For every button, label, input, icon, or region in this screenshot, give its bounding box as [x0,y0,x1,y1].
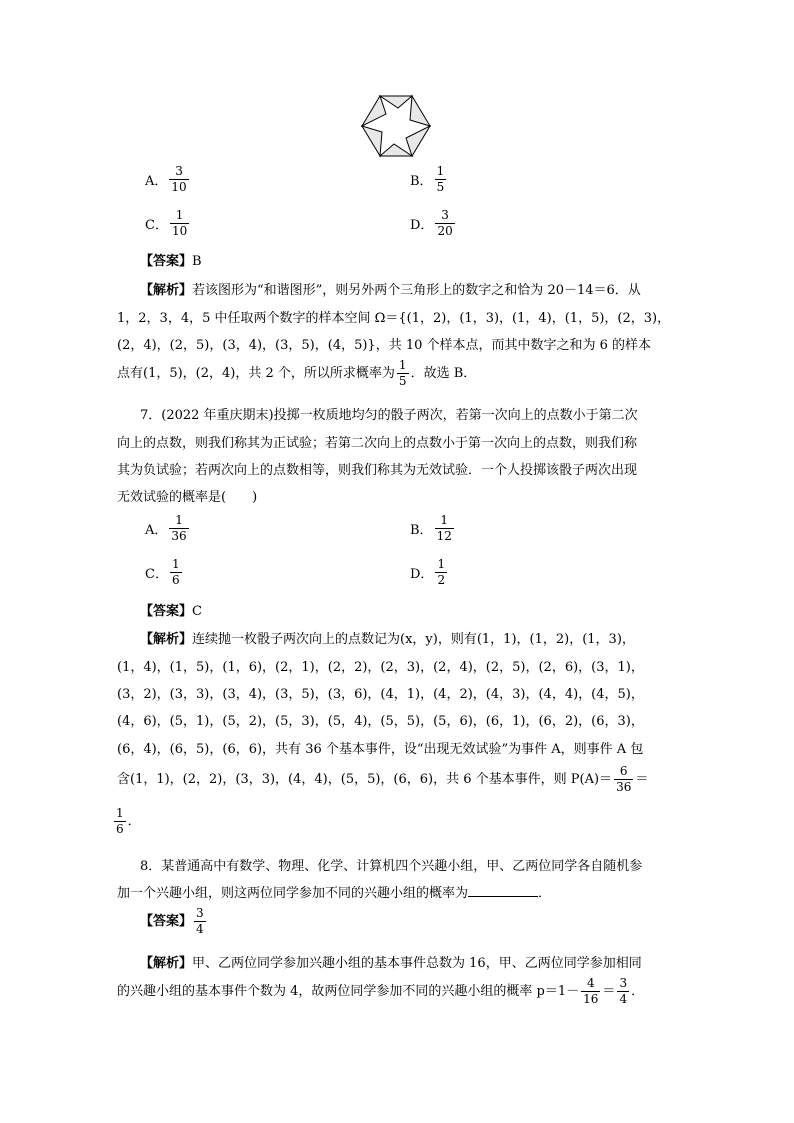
q7-analysis-line2: (1，4)，(1，5)，(1，6)，(2，1)，(2，2)，(2，3)，(2，4)，(2，5)，(2，6)，(3，1)， [117,660,644,675]
q8-analysis-line2: 的兴趣小组的基本事件个数为 4，故两位同学参加不同的兴趣小组的概率 p＝1－ $\frac{4}{16}$ ＝ $\frac{3}{4}$ ． [117,976,645,1006]
q8-stem-line2: 加一个兴趣小组，则这两位同学参加不同的兴趣小组的概率为 ． [117,886,552,901]
fraction: $\frac{1}{5}$ [398,358,407,388]
fraction: $\frac{6}{36}$ [616,764,632,794]
fraction: $\frac{3}{10}$ [171,164,187,194]
q7-option-d: D． $\frac{1}{2}$ [410,557,446,587]
fraction: $\frac{1}{5}$ [436,164,445,194]
fraction: $\frac{1}{6}$ [171,557,180,587]
answer-blank [468,884,538,897]
q6-answer: 【答案】B [140,254,202,269]
q7-answer: 【答案】C [140,604,202,619]
q7-analysis-line1: 【解析】连续抛一枚骰子两次向上的点数记为(x，y)，则有(1，1)，(1，2)，(1，3)， [140,632,635,647]
q7-option-a: A． $\frac{1}{36}$ [145,513,187,543]
q6-analysis-line4: 点有(1，5)，(2，4)，共 2 个，所以所求概率为 $\frac{1}{5}$ ．故选 B． [117,358,477,388]
q6-option-a: A． $\frac{3}{10}$ [145,164,187,194]
fraction: $\frac{1}{6}$ [116,806,124,836]
q7-analysis-line3: (3，2)，(3，3)，(3，4)，(3，5)，(3，6)，(4，1)，(4，2)，(4，3)，(4，4)，(4，5)， [117,687,644,702]
q8-analysis-line1: 【解析】甲、乙两位同学参加兴趣小组的基本事件总数为 16，甲、乙两位同学参加相同 [140,956,642,971]
q7-stem-line1: 7．(2022 年重庆期末)投掷一枚质地均匀的骰子两次，若第一次向上的点数小于第二次 [140,408,638,423]
q7-stem-line3: 其为负试验；若两次向上的点数相等，则我们称其为无效试验．一个人投掷该骰子两次出现 [117,463,638,478]
fraction: $\frac{1}{10}$ [171,208,188,238]
hexagon-triangle-figure [360,94,432,158]
fraction: $\frac{1}{12}$ [436,513,452,543]
q6-analysis-line1: 【解析】若该图形为“和谐图形”，则另外两个三角形上的数字之和恰为 20－14＝6．从 [140,283,641,298]
q7-analysis-line7: $\frac{1}{6}$ ． [116,806,141,836]
q7-option-c: C． $\frac{1}{6}$ [145,557,180,587]
q6-analysis-line3: (2，4)，(2，5)，(3，4)，(3，5)，(4，5)}，共 10 个样本点，而其中数字之和为 6 的样本 [117,338,652,353]
fraction: $\frac{4}{16}$ [583,976,599,1006]
q6-option-b: B． $\frac{1}{5}$ [410,164,445,194]
q6-option-d: D． $\frac{3}{20}$ [410,208,453,238]
q8-stem-line1: 8．某普通高中有数学、物理、化学、计算机四个兴趣小组，甲、乙两位同学各自随机参 [140,859,643,874]
q6-analysis-line2: 1，2，3，4，5 中任取两个数字的样本空间 Ω＝{(1，2)，(1，3)，(1，4)，(1，5)，(2，3)， [117,311,671,326]
q7-analysis-line4: (4，6)，(5，1)，(5，2)，(5，3)，(5，4)，(5，5)，(5，6)，(6，1)，(6，2)，(6，3)， [117,714,644,729]
q7-stem-line4: 无效试验的概率是( ) [117,490,258,505]
q7-analysis-line6: 含(1，1)，(2，2)，(3，3)，(4，4)，(5，5)，(6，6)，共 6 个基本事件，则 P(A)＝ $\frac{6}{36}$ ＝ [117,764,649,794]
fraction: $\frac{3}{4}$ [196,906,204,936]
q8-answer: 【答案】 $\frac{3}{4}$ [140,906,204,936]
q7-stem-line2: 向上的点数，则我们称其为正试验；若第二次向上的点数小于第一次向上的点数，则我们称 [117,436,638,451]
q6-option-c: C． $\frac{1}{10}$ [145,208,188,238]
fraction: $\frac{1}{36}$ [171,513,187,543]
q7-analysis-line5: (6，4)，(6，5)，(6，6)，共有 36 个基本事件，设“出现无效试验”为事件 A，则事件 A 包 [117,742,644,757]
fraction: $\frac{3}{4}$ [619,976,628,1006]
fraction: $\frac{3}{20}$ [437,208,453,238]
fraction: $\frac{1}{2}$ [437,557,446,587]
q7-option-b: B． $\frac{1}{12}$ [410,513,452,543]
